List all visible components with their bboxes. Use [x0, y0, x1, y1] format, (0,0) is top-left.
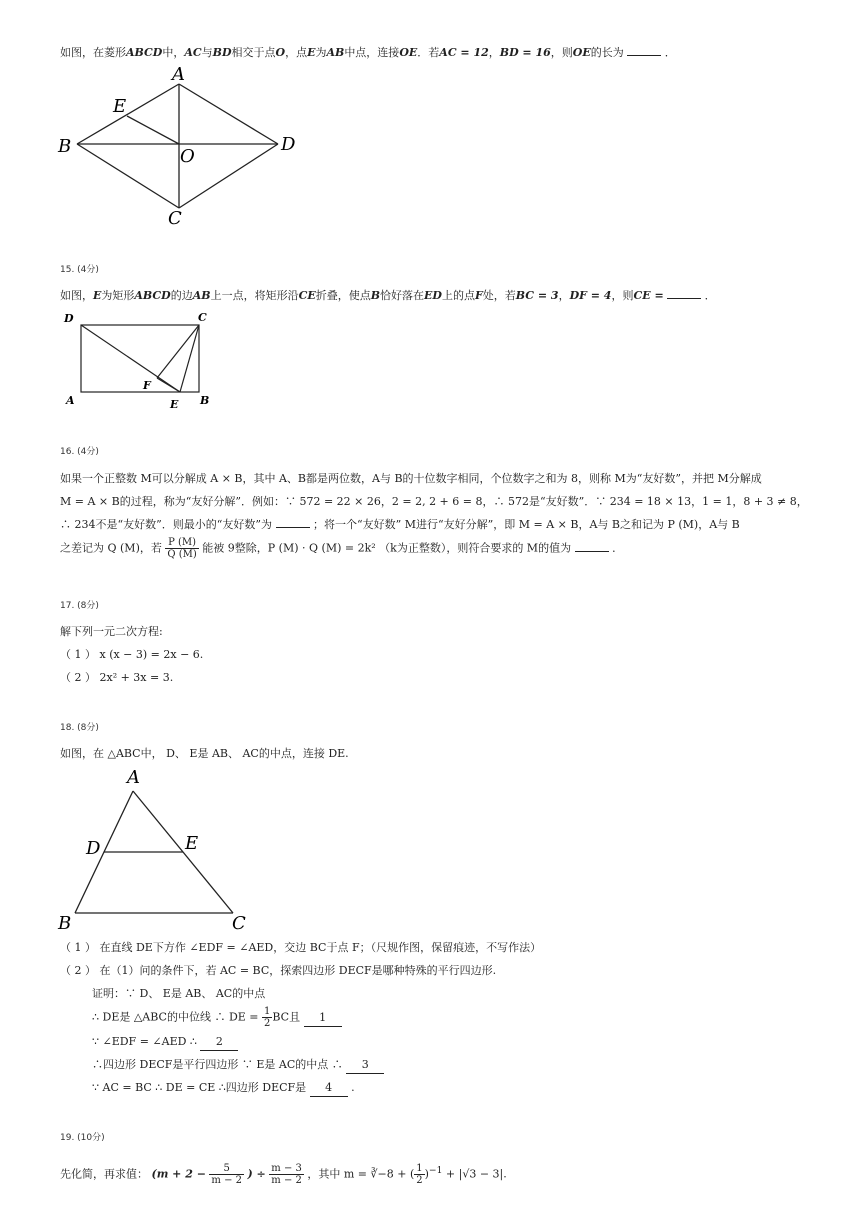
answer-blank-4[interactable]: 4	[310, 1080, 348, 1097]
label-b: B	[200, 394, 210, 407]
q16-line-3	[60, 517, 740, 533]
q19-text: 先化简，再求值：	[60, 1167, 148, 1181]
label-a: A	[66, 394, 75, 407]
label-a: A	[172, 64, 185, 85]
q15-text: 为矩形	[101, 289, 135, 302]
q15-text: 恰好落在	[380, 289, 425, 302]
q14-text: ．若	[417, 46, 440, 59]
q14-text: 中，	[162, 46, 185, 59]
fraction-1	[209, 1163, 244, 1186]
q16-header: 16. (4分)	[60, 447, 99, 457]
fraction-numerator: 5	[209, 1163, 244, 1175]
fraction-denominator: m − 2	[211, 1175, 243, 1187]
q14-math: O	[275, 46, 286, 59]
q16-line-2: M = A × B的过程，称为“友好分解”．例如：∵ 572 = 22 × 26，2 = 2, 2 + 6 = 8，∴ 572是“友好数”．∵ 234 = 18 × 13，1 = 1，8 + 3 ≠ 8，	[60, 495, 808, 508]
q15-text: 上一点，将矩形沿	[210, 289, 299, 302]
q17-part-1: （ 1 ） x (x − 3) = 2x − 6.	[60, 648, 204, 661]
fraction-numerator: m − 3	[271, 1163, 302, 1175]
fraction-3	[414, 1163, 424, 1186]
label-e: E	[170, 398, 179, 411]
q19-expression: 先化简，再求值： (m + 2 − $\frac{5}{m - 2}$ ) ÷ $\frac{m - 3}{m - 2}$ ，其中 m = ∛−8 + ( $\frac{1}{2}$ )$^{-1}$ + |√3 − 3|.	[60, 1163, 507, 1187]
label-o: O	[180, 146, 195, 167]
q14-math: ABCD	[126, 46, 163, 59]
fraction-denominator: 2	[416, 1175, 423, 1187]
q15-text: 处，若	[482, 289, 516, 302]
label-e: E	[113, 96, 127, 117]
q14-text: 相交于点	[231, 46, 276, 59]
answer-blank[interactable]	[575, 541, 609, 552]
q16-text: ；将一个“友好数” M进行“友好分解”，即 M = A × B，A与 B之和记为 P (M)，A与 B	[313, 518, 740, 531]
q15-text: 折叠，使点	[315, 289, 371, 302]
q14-text: 中点，连接	[344, 46, 400, 59]
answer-blank-1[interactable]: 1	[304, 1010, 342, 1027]
q15-line	[60, 288, 716, 304]
q14-text: ，	[488, 46, 500, 59]
rectangle-figure	[60, 308, 220, 414]
q16-line-1: 如果一个正整数 M可以分解成 A × B，其中 A、B都是两位数，A与 B的十位数字相同，个位数字之和为 8，则称 M为“友好数”，并把 M分解成	[60, 472, 762, 485]
answer-blank[interactable]	[276, 517, 310, 528]
label-d: D	[64, 312, 74, 325]
fraction-numerator: 1	[416, 1163, 423, 1175]
q17-header: 17. (8分)	[60, 601, 99, 611]
q15-math: AB	[192, 289, 211, 302]
expr-part: + |√3 − 3|.	[445, 1167, 507, 1181]
proof-text: ∵ ∠EDF = ∠AED ∴	[92, 1035, 197, 1048]
label-e: E	[185, 833, 199, 854]
proof-text: .	[351, 1081, 355, 1094]
q15-math: BC = 3	[515, 289, 559, 302]
answer-blank-3[interactable]: 3	[346, 1057, 384, 1074]
q18-part-2: （ 2 ） 在（1）问的条件下，若 AC = BC，探索四边形 DECF是哪种特殊的平行四边形.	[60, 964, 497, 977]
q15-text: 上的点	[441, 289, 475, 302]
q14-text: 如图，在菱形	[60, 46, 126, 59]
q15-math: CE =	[633, 289, 664, 302]
q16-line-4	[60, 537, 623, 560]
fraction-denominator: Q (M)	[167, 549, 197, 560]
q18-proof-4	[92, 1057, 384, 1074]
proof-text: BC且	[272, 1010, 301, 1024]
label-d: D	[86, 838, 101, 859]
q15-text: 的边	[170, 289, 193, 302]
q14-text: ，则	[550, 46, 573, 59]
fraction-denominator: m − 2	[271, 1175, 302, 1187]
q15-math: CE	[298, 289, 316, 302]
q15-math: DF = 4	[569, 289, 612, 302]
q14-math: BD	[212, 46, 232, 59]
q16-text: 能被 9整除，P (M) · Q (M) = 2k² （k为正整数），则符合要求的 M的值为	[202, 541, 572, 555]
rhombus-figure	[55, 62, 315, 232]
q14-math: OE	[399, 46, 418, 59]
q15-header: 15. (4分)	[60, 265, 99, 275]
q14-text: 的长为	[590, 46, 624, 59]
label-b: B	[58, 136, 72, 157]
q18-header: 18. (8分)	[60, 723, 99, 733]
q14-math: AC	[184, 46, 202, 59]
label-d: D	[281, 134, 296, 155]
expr-part: ) ÷	[247, 1167, 266, 1181]
q14-text: ．	[664, 46, 676, 59]
q14-text: 为	[315, 46, 327, 59]
q14-math: BD = 16	[499, 46, 551, 59]
q14-math: E	[307, 46, 316, 59]
answer-blank-2[interactable]: 2	[200, 1034, 238, 1051]
answer-blank[interactable]	[627, 45, 661, 56]
q18-intro: 如图，在 △ABC中， D、 E是 AB、 AC的中点，连接 DE.	[60, 747, 349, 760]
label-f: F	[143, 379, 151, 392]
exponent: −1	[428, 1165, 443, 1176]
q14-text: 与	[201, 46, 213, 59]
answer-blank[interactable]	[667, 288, 701, 299]
proof-text: ∵ AC = BC ∴ DE = CE ∴四边形 DECF是	[92, 1081, 307, 1094]
q17-part-2: （ 2 ） 2x² + 3x = 3.	[60, 671, 174, 684]
label-b: B	[58, 913, 72, 934]
q15-math: B	[370, 289, 381, 302]
q14-math: AC = 12	[439, 46, 489, 59]
label-c: C	[198, 311, 207, 324]
label-a: A	[127, 767, 140, 788]
q17-intro: 解下列一元二次方程:	[60, 625, 163, 638]
q15-text: ，则	[611, 289, 634, 302]
expr-part: (m + 2 −	[151, 1167, 206, 1181]
fraction-numerator: P (M)	[165, 537, 198, 549]
q14-line	[60, 45, 676, 61]
q18-proof-1: 证明：∵ D、 E是 AB、 AC的中点	[92, 987, 266, 1000]
q15-text: 如图，	[60, 289, 93, 302]
expr-part: ，其中 m = ∛−8 +	[307, 1167, 407, 1181]
q15-math: ABCD	[134, 289, 171, 302]
q18-proof-2	[92, 1006, 342, 1029]
fraction-numerator: 1	[264, 1006, 271, 1017]
label-c: C	[232, 913, 246, 934]
q16-text: ∴ 234不是“友好数”．则最小的“友好数”为	[60, 518, 272, 531]
q14-math: AB	[326, 46, 345, 59]
proof-text: ∴ DE是 △ABC的中位线 ∴ DE =	[92, 1010, 259, 1024]
fraction-denominator: 2	[264, 1018, 271, 1029]
q14-math: OE	[572, 46, 591, 59]
label-c: C	[168, 208, 182, 229]
q18-part-1: （ 1 ） 在直线 DE下方作 ∠EDF = ∠AED，交边 BC于点 F；（尺规作图，保留痕迹，不写作法）	[60, 941, 542, 954]
fraction-2	[269, 1163, 304, 1186]
q15-math: E	[93, 289, 102, 302]
q15-text: ，	[558, 289, 570, 302]
q15-math: ED	[424, 289, 442, 302]
fraction-half	[262, 1006, 272, 1029]
q18-proof-5	[92, 1080, 355, 1097]
q14-text: ，点	[285, 46, 308, 59]
proof-text: ∴四边形 DECF是平行四边形 ∵ E是 AC的中点 ∴	[92, 1058, 343, 1071]
q16-text: 之差记为 Q (M)，若	[60, 541, 162, 555]
triangle-figure	[55, 763, 265, 935]
q15-math: F	[474, 289, 483, 302]
q19-header: 19. (10分)	[60, 1133, 105, 1143]
q18-proof-3	[92, 1034, 238, 1051]
q16-text: ．	[612, 541, 624, 555]
fraction	[165, 537, 198, 560]
q15-text: ．	[704, 289, 716, 302]
